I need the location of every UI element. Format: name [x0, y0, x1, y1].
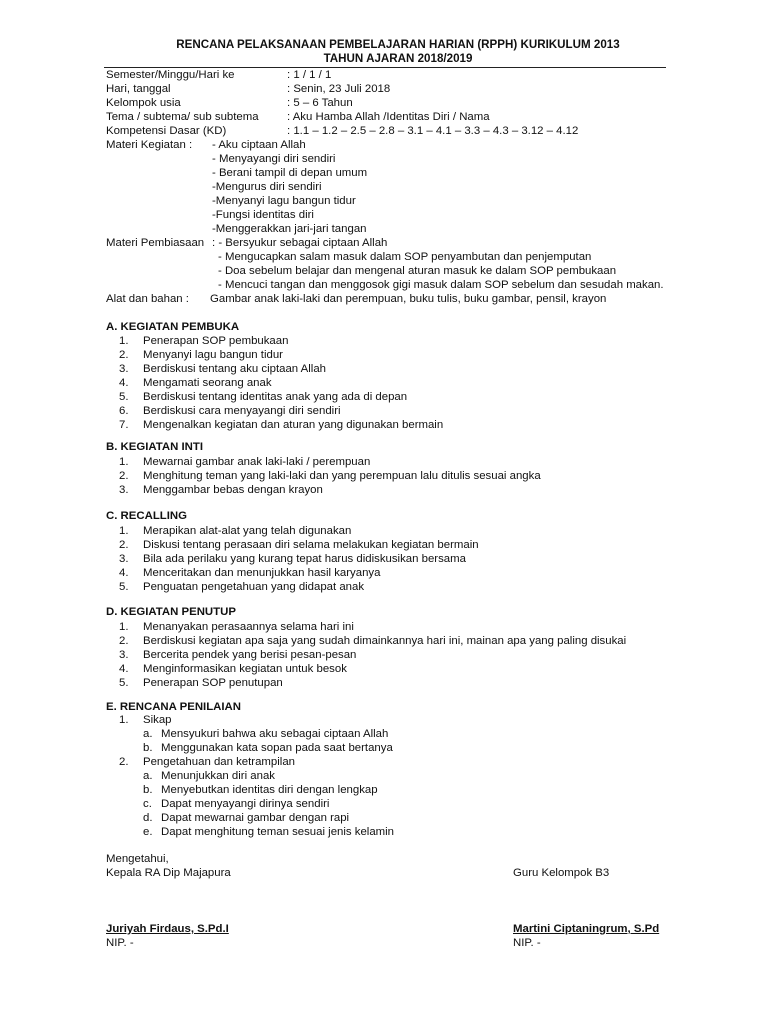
list-item-number: 5. [119, 677, 129, 689]
list-item: Mewarnai gambar anak laki-laki / perempuan [143, 456, 371, 468]
identity-value: : 1 / 1 / 1 [287, 69, 332, 81]
list-item-number: 2. [119, 756, 129, 768]
sub-item-letter: c. [143, 798, 152, 810]
teacher-name: Martini Ciptaningrum, S.Pd [513, 923, 660, 935]
materi-kegiatan-item: -Fungsi identitas diri [212, 209, 314, 221]
list-item-number: 1. [119, 335, 129, 347]
sub-item-letter: d. [143, 812, 153, 824]
alat-bahan-value: Gambar anak laki-laki dan perempuan, buku tulis, buku gambar, pensil, krayon [210, 293, 607, 305]
list-item: Menanyakan perasaannya selama hari ini [143, 621, 354, 633]
alat-bahan-label: Alat dan bahan : [106, 293, 189, 305]
academic-year-title: TAHUN AJARAN 2018/2019 [323, 52, 473, 65]
list-item: Bercerita pendek yang berisi pesan-pesan [143, 649, 357, 661]
materi-pembiasaan-item: - Mengucapkan salam masuk dalam SOP penyambutan dan penjemputan [218, 251, 592, 263]
list-item: Pengetahuan dan ketrampilan [143, 756, 295, 768]
materi-pembiasaan-item: - Doa sebelum belajar dan mengenal aturan masuk ke dalam SOP pembukaan [218, 265, 617, 277]
list-item-number: 5. [119, 581, 129, 593]
sub-item: Menyebutkan identitas diri dengan lengkap [161, 784, 378, 796]
section-heading: E. RENCANA PENILAIAN [106, 701, 242, 713]
materi-pembiasaan-item: - Mencuci tangan dan menggosok gigi masuk dalam SOP sebelum dan sesudah makan. [218, 279, 664, 291]
list-item-number: 2. [119, 539, 129, 551]
list-item: Menggambar bebas dengan krayon [143, 484, 323, 496]
teacher-role: Guru Kelompok B3 [513, 867, 610, 879]
document-title: RENCANA PELAKSANAAN PEMBELAJARAN HARIAN (RPPH) KURIKULUM 2013 [176, 38, 620, 51]
identity-label: Tema / subtema/ sub subtema [106, 111, 259, 123]
teacher-nip: NIP. - [513, 937, 541, 949]
list-item-number: 3. [119, 363, 129, 375]
list-item-number: 2. [119, 470, 129, 482]
list-item: Menyanyi lagu bangun tidur [143, 349, 283, 361]
list-item-number: 6. [119, 405, 129, 417]
sub-item-letter: b. [143, 742, 153, 754]
principal-role: Kepala RA Dip Majapura [106, 867, 231, 879]
identity-value: : Aku Hamba Allah /Identitas Diri / Nama [287, 111, 490, 123]
identity-value: : Senin, 23 Juli 2018 [287, 83, 391, 95]
list-item-number: 1. [119, 456, 129, 468]
sub-item: Mensyukuri bahwa aku sebagai ciptaan Allah [161, 728, 389, 740]
list-item: Diskusi tentang perasaan diri selama melakukan kegiatan bermain [143, 539, 479, 551]
list-item: Penerapan SOP pembukaan [143, 335, 289, 347]
list-item: Mengenalkan kegiatan dan aturan yang digunakan bermain [143, 419, 444, 431]
list-item: Menceritakan dan menunjukkan hasil karyanya [143, 567, 381, 579]
list-item: Penerapan SOP penutupan [143, 677, 283, 689]
materi-pembiasaan-label: Materi Pembiasaan [106, 237, 205, 249]
list-item-number: 2. [119, 349, 129, 361]
identity-value: : 5 – 6 Tahun [287, 97, 353, 109]
sub-item-letter: e. [143, 826, 153, 838]
list-item-number: 3. [119, 649, 129, 661]
materi-kegiatan-label: Materi Kegiatan : [106, 139, 193, 151]
list-item: Berdiskusi tentang aku ciptaan Allah [143, 363, 327, 375]
materi-kegiatan-item: - Menyayangi diri sendiri [212, 153, 336, 165]
list-item-number: 2. [119, 635, 129, 647]
mengetahui-label: Mengetahui, [106, 853, 169, 865]
sub-item-letter: a. [143, 770, 153, 782]
list-item: Mengamati seorang anak [143, 377, 272, 389]
list-item: Penguatan pengetahuan yang didapat anak [143, 581, 365, 593]
list-item: Berdiskusi kegiatan apa saja yang sudah dimainkannya hari ini, mainan apa yang paling disukai [143, 635, 627, 647]
sub-item-letter: a. [143, 728, 153, 740]
list-item: Menghitung teman yang laki-laki dan yang perempuan lalu ditulis sesuai angka [143, 470, 541, 482]
identity-label: Hari, tanggal [106, 83, 171, 95]
section-heading: C. RECALLING [106, 510, 187, 522]
sub-item: Menggunakan kata sopan pada saat bertanya [161, 742, 393, 754]
list-item-number: 4. [119, 663, 129, 675]
identity-label: Kelompok usia [106, 97, 181, 109]
sub-item: Dapat menyayangi dirinya sendiri [161, 798, 330, 810]
list-item-number: 3. [119, 484, 129, 496]
sub-item: Dapat menghitung teman sesuai jenis kelamin [161, 826, 395, 838]
section-heading: B. KEGIATAN INTI [106, 441, 204, 453]
identity-label: Kompetensi Dasar (KD) [106, 125, 227, 137]
list-item-number: 3. [119, 553, 129, 565]
identity-label: Semester/Minggu/Hari ke [106, 69, 235, 81]
list-item: Merapikan alat-alat yang telah digunakan [143, 525, 352, 537]
list-item-number: 1. [119, 714, 129, 726]
list-item-number: 7. [119, 419, 129, 431]
list-item: Menginformasikan kegiatan untuk besok [143, 663, 347, 675]
principal-nip: NIP. - [106, 937, 134, 949]
materi-kegiatan-item: -Mengurus diri sendiri [212, 181, 322, 193]
list-item: Bila ada perilaku yang kurang tepat harus didiskusikan bersama [143, 553, 466, 565]
identity-value: : 1.1 – 1.2 – 2.5 – 2.8 – 3.1 – 4.1 – 3.3 – 4.3 – 3.12 – 4.12 [287, 125, 579, 137]
materi-kegiatan-item: -Menggerakkan jari-jari tangan [212, 223, 367, 235]
list-item-number: 4. [119, 567, 129, 579]
section-heading: D. KEGIATAN PENUTUP [106, 606, 236, 618]
list-item: Berdiskusi cara menyayangi diri sendiri [143, 405, 341, 417]
list-item-number: 1. [119, 621, 129, 633]
list-item-number: 4. [119, 377, 129, 389]
list-item-number: 5. [119, 391, 129, 403]
materi-kegiatan-item: - Berani tampil di depan umum [212, 167, 368, 179]
sub-item: Dapat mewarnai gambar dengan rapi [161, 812, 350, 824]
section-heading: A. KEGIATAN PEMBUKA [106, 321, 240, 333]
list-item: Berdiskusi tentang identitas anak yang ada di depan [143, 391, 408, 403]
materi-pembiasaan-item: : - Bersyukur sebagai ciptaan Allah [212, 237, 388, 249]
principal-name: Juriyah Firdaus, S.Pd.I [106, 923, 229, 935]
list-item: Sikap [143, 714, 172, 726]
sub-item: Menunjukkan diri anak [161, 770, 275, 782]
materi-kegiatan-item: - Aku ciptaan Allah [212, 139, 306, 151]
sub-item-letter: b. [143, 784, 153, 796]
materi-kegiatan-item: -Menyanyi lagu bangun tidur [212, 195, 356, 207]
list-item-number: 1. [119, 525, 129, 537]
